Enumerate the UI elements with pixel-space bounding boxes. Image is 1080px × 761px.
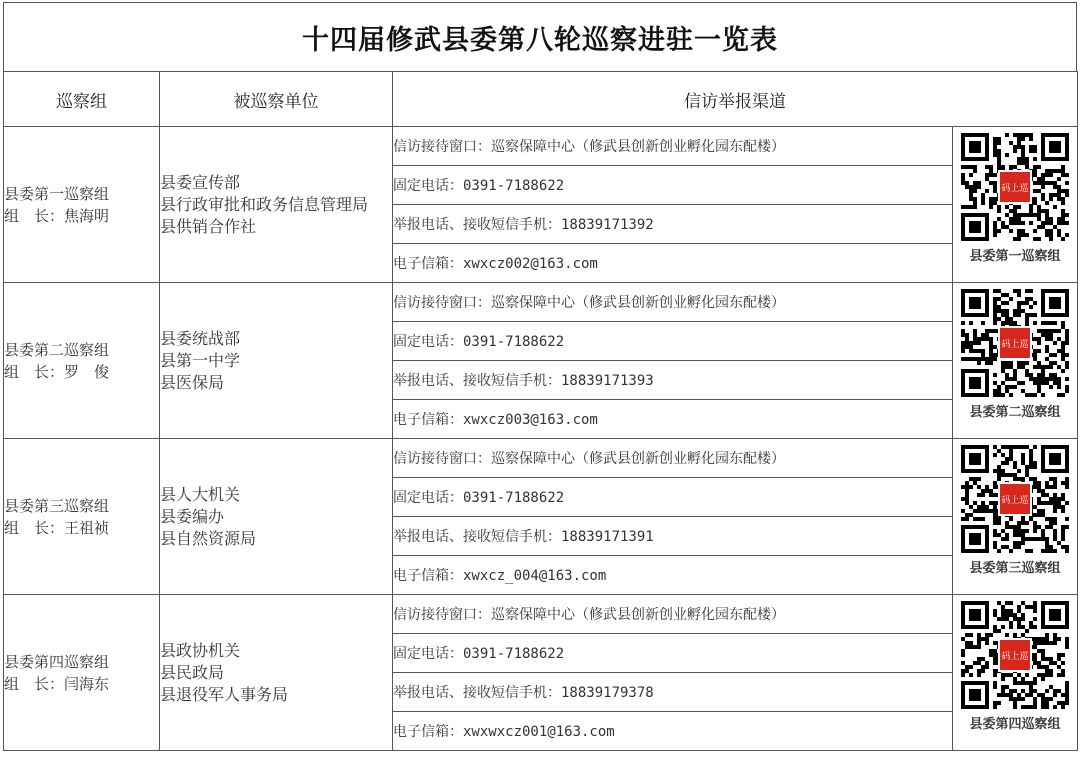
channel-cell: 电子信箱：xwxcz_004@163.com <box>393 556 953 595</box>
channel-cell: 电子信箱：xwxwxcz001@163.com <box>393 712 953 751</box>
inspected-unit: 县人大机关 <box>160 484 241 504</box>
units-cell <box>160 439 393 595</box>
qr-code-icon[interactable] <box>961 133 1069 241</box>
channel-cell: 固定电话：0391-7188622 <box>393 634 953 673</box>
header-units: 被巡察单位 <box>160 72 393 127</box>
page-title: 十四届修武县委第八轮巡察进驻一览表 <box>3 2 1077 72</box>
inspection-table <box>3 71 1078 751</box>
inspected-unit: 县供销合作社 <box>160 216 257 236</box>
inspected-unit: 县退役军人事务局 <box>160 684 289 704</box>
inspected-unit: 县第一中学 <box>160 350 241 370</box>
qr-caption: 县委第三巡察组 <box>969 561 1061 576</box>
inspected-unit: 县委统战部 <box>160 328 241 348</box>
channel-cell: 固定电话：0391-7188622 <box>393 166 953 205</box>
table-row <box>4 283 1078 322</box>
units-cell <box>160 283 393 439</box>
channel-cell: 信访接待窗口：巡察保障中心（修武县创新创业孵化园东配楼） <box>393 283 953 322</box>
group-leader: 组 长：闫海东 <box>4 674 110 693</box>
qr-cell <box>953 595 1078 751</box>
channel-cell: 电子信箱：xwxcz003@163.com <box>393 400 953 439</box>
channel-cell: 固定电话：0391-7188622 <box>393 478 953 517</box>
group-cell <box>4 283 160 439</box>
inspected-unit: 县医保局 <box>160 372 225 392</box>
inspected-unit: 县民政局 <box>160 662 225 682</box>
inspected-unit: 县行政审批和政务信息管理局 <box>160 194 369 214</box>
qr-badge: 码上巡 <box>998 326 1032 360</box>
channel-cell: 信访接待窗口：巡察保障中心（修武县创新创业孵化园东配楼） <box>393 439 953 478</box>
group-name: 县委第三巡察组 <box>4 496 110 515</box>
units-cell <box>160 127 393 283</box>
channel-cell: 举报电话、接收短信手机：18839171393 <box>393 361 953 400</box>
qr-badge: 码上巡 <box>998 482 1032 516</box>
qr-badge: 码上巡 <box>998 638 1032 672</box>
qr-caption: 县委第一巡察组 <box>969 249 1061 264</box>
group-cell <box>4 439 160 595</box>
qr-cell <box>953 127 1078 283</box>
qr-code-icon[interactable] <box>961 445 1069 553</box>
channel-cell: 信访接待窗口：巡察保障中心（修武县创新创业孵化园东配楼） <box>393 595 953 634</box>
inspection-table-sheet <box>3 2 1077 759</box>
group-name: 县委第四巡察组 <box>4 652 110 671</box>
qr-code-icon[interactable] <box>961 601 1069 709</box>
inspected-unit: 县政协机关 <box>160 640 241 660</box>
inspected-unit: 县委宣传部 <box>160 172 241 192</box>
inspected-unit: 县自然资源局 <box>160 528 257 548</box>
header-channels: 信访举报渠道 <box>393 72 1078 127</box>
group-leader: 组 长：王祖祯 <box>4 518 110 537</box>
channel-cell: 固定电话：0391-7188622 <box>393 322 953 361</box>
channel-cell: 举报电话、接收短信手机：18839179378 <box>393 673 953 712</box>
qr-caption: 县委第四巡察组 <box>969 717 1061 732</box>
qr-badge: 码上巡 <box>998 170 1032 204</box>
table-row <box>4 595 1078 634</box>
header-row <box>4 72 1078 127</box>
header-group: 巡察组 <box>4 72 160 127</box>
qr-code-icon[interactable] <box>961 289 1069 397</box>
units-cell <box>160 595 393 751</box>
table-row <box>4 127 1078 166</box>
group-leader: 组 长：焦海明 <box>4 206 110 225</box>
channel-cell: 电子信箱：xwxcz002@163.com <box>393 244 953 283</box>
group-leader: 组 长：罗 俊 <box>4 362 110 381</box>
channel-cell: 举报电话、接收短信手机：18839171392 <box>393 205 953 244</box>
inspected-unit: 县委编办 <box>160 506 225 526</box>
group-cell <box>4 127 160 283</box>
group-name: 县委第二巡察组 <box>4 340 110 359</box>
qr-cell <box>953 283 1078 439</box>
group-cell <box>4 595 160 751</box>
channel-cell: 信访接待窗口：巡察保障中心（修武县创新创业孵化园东配楼） <box>393 127 953 166</box>
table-row <box>4 439 1078 478</box>
qr-cell <box>953 439 1078 595</box>
channel-cell: 举报电话、接收短信手机：18839171391 <box>393 517 953 556</box>
group-name: 县委第一巡察组 <box>4 184 110 203</box>
qr-caption: 县委第二巡察组 <box>969 405 1061 420</box>
